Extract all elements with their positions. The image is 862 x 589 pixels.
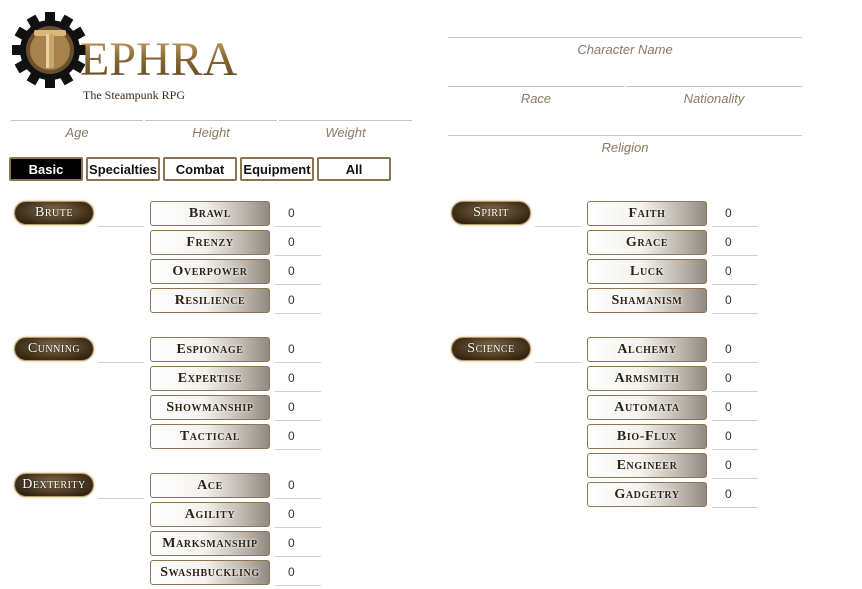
tab-all[interactable]: All [317, 157, 391, 181]
category-spirit: Spirit [451, 201, 531, 225]
category-dexterity-total [98, 498, 144, 499]
skill-tactical-value[interactable]: 0 [275, 426, 321, 450]
category-brute: Brute [14, 201, 94, 225]
skill-overpower-value[interactable]: 0 [275, 261, 321, 285]
nationality-label: Nationality [683, 91, 745, 106]
skill-engineer[interactable]: Engineer [587, 453, 707, 478]
religion-field[interactable] [448, 135, 802, 157]
skill-swashbuckling[interactable]: Swashbuckling [150, 560, 270, 585]
skill-luck[interactable]: Luck [587, 259, 707, 284]
race-field[interactable] [448, 86, 624, 108]
skill-automata-value[interactable]: 0 [712, 397, 758, 421]
skill-ace-value[interactable]: 0 [275, 475, 321, 499]
skill-showmanship[interactable]: Showmanship [150, 395, 270, 420]
skill-brawl-value[interactable]: 0 [275, 203, 321, 227]
age-field[interactable] [11, 120, 143, 142]
skill-brawl[interactable]: Brawl [150, 201, 270, 226]
skill-armsmith-value[interactable]: 0 [712, 368, 758, 392]
skill-overpower[interactable]: Overpower [150, 259, 270, 284]
tab-equipment[interactable]: Equipment [240, 157, 314, 181]
skill-agility[interactable]: Agility [150, 502, 270, 527]
category-dexterity: Dexterity [14, 473, 94, 497]
weight-field[interactable] [279, 120, 412, 142]
skill-expertise[interactable]: Expertise [150, 366, 270, 391]
skill-bio-flux-value[interactable]: 0 [712, 426, 758, 450]
logo-subtitle: The Steampunk RPG [83, 88, 185, 102]
skill-espionage[interactable]: Espionage [150, 337, 270, 362]
skill-resilience[interactable]: Resilience [150, 288, 270, 313]
skill-bio-flux[interactable]: Bio-Flux [587, 424, 707, 449]
skill-gadgetry-value[interactable]: 0 [712, 484, 758, 508]
tab-specialties[interactable]: Specialties [86, 157, 160, 181]
skill-tactical[interactable]: Tactical [150, 424, 270, 449]
character-name-label: Character Name [577, 42, 673, 57]
character-name-field[interactable] [448, 37, 802, 59]
race-label: Race [520, 91, 552, 106]
logo [12, 12, 272, 102]
religion-label: Religion [601, 140, 649, 155]
skill-armsmith[interactable]: Armsmith [587, 366, 707, 391]
skill-engineer-value[interactable]: 0 [712, 455, 758, 479]
category-spirit-total [535, 226, 581, 227]
category-science-total [535, 362, 581, 363]
height-field[interactable] [145, 120, 277, 142]
skill-alchemy[interactable]: Alchemy [587, 337, 707, 362]
category-cunning: Cunning [14, 337, 94, 361]
skill-faith-value[interactable]: 0 [712, 203, 758, 227]
skill-shamanism-value[interactable]: 0 [712, 290, 758, 314]
logo-wordmark: EPHRA [80, 33, 238, 86]
skill-luck-value[interactable]: 0 [712, 261, 758, 285]
skill-frenzy[interactable]: Frenzy [150, 230, 270, 255]
skill-automata[interactable]: Automata [587, 395, 707, 420]
skill-ace[interactable]: Ace [150, 473, 270, 498]
height-label: Height [192, 125, 230, 140]
skill-faith[interactable]: Faith [587, 201, 707, 226]
skill-frenzy-value[interactable]: 0 [275, 232, 321, 256]
tab-basic[interactable]: Basic [9, 157, 83, 181]
skill-resilience-value[interactable]: 0 [275, 290, 321, 314]
skill-agility-value[interactable]: 0 [275, 504, 321, 528]
skill-alchemy-value[interactable]: 0 [712, 339, 758, 363]
gear-icon [12, 12, 88, 88]
category-cunning-total [98, 362, 144, 363]
skill-espionage-value[interactable]: 0 [275, 339, 321, 363]
skill-marksmanship[interactable]: Marksmanship [150, 531, 270, 556]
skill-grace-value[interactable]: 0 [712, 232, 758, 256]
weight-label: Weight [325, 125, 366, 140]
skill-shamanism[interactable]: Shamanism [587, 288, 707, 313]
category-science: Science [451, 337, 531, 361]
category-brute-total [98, 226, 144, 227]
skill-gadgetry[interactable]: Gadgetry [587, 482, 707, 507]
skill-grace[interactable]: Grace [587, 230, 707, 255]
nationality-field[interactable] [626, 86, 802, 108]
skill-expertise-value[interactable]: 0 [275, 368, 321, 392]
skill-showmanship-value[interactable]: 0 [275, 397, 321, 421]
skill-swashbuckling-value[interactable]: 0 [275, 562, 321, 586]
skill-marksmanship-value[interactable]: 0 [275, 533, 321, 557]
tab-combat[interactable]: Combat [163, 157, 237, 181]
age-label: Age [65, 125, 89, 140]
